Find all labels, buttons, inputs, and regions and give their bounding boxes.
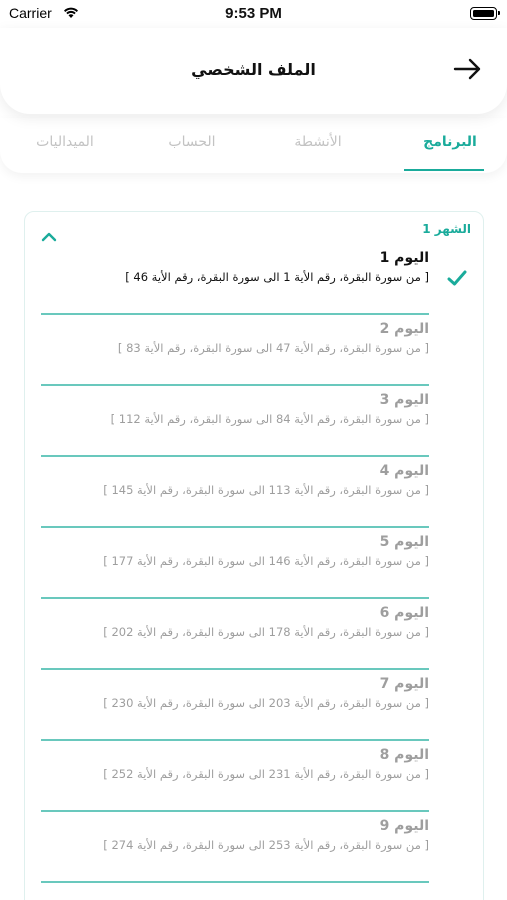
tab-medals[interactable]: الميداليات (36, 134, 94, 150)
day-title: اليوم 9 (379, 818, 429, 834)
day-item[interactable] (41, 670, 429, 741)
day-title: اليوم 8 (379, 747, 429, 763)
page-title: الملف الشخصي (191, 60, 316, 79)
day-item[interactable] (41, 315, 429, 386)
chevron-up-icon[interactable] (41, 231, 57, 243)
day-verse-range: [ من سورة البقرة، رقم الأية 146 الى سورة البقرة، رقم الأية 177 ] (103, 554, 429, 568)
day-verse-range: [ من سورة البقرة، رقم الأية 203 الى سورة البقرة، رقم الأية 230 ] (103, 696, 429, 710)
day-verse-range: [ من سورة البقرة، رقم الأية 84 الى سورة البقرة، رقم الأية 112 ] (110, 412, 429, 426)
day-verse-range: [ من سورة البقرة، رقم الأية 1 الى سورة البقرة، رقم الأية 46 ] (125, 270, 429, 284)
day-item[interactable] (41, 457, 429, 528)
day-title: اليوم 5 (379, 534, 429, 550)
arrow-right-icon[interactable] (451, 56, 485, 82)
clock: 9:53 PM (225, 5, 282, 22)
day-verse-range: [ من سورة البقرة، رقم الأية 178 الى سورة البقرة، رقم الأية 202 ] (103, 625, 429, 639)
check-icon (447, 269, 467, 287)
tab-account[interactable]: الحساب (168, 134, 216, 150)
day-item[interactable] (41, 386, 429, 457)
day-verse-range: [ من سورة البقرة، رقم الأية 231 الى سورة البقرة، رقم الأية 252 ] (103, 767, 429, 781)
day-title: اليوم 2 (379, 321, 429, 337)
day-verse-range: [ من سورة البقرة، رقم الأية 47 الى سورة البقرة، رقم الأية 83 ] (117, 341, 429, 355)
day-item[interactable] (41, 599, 429, 670)
active-tab-indicator (404, 169, 484, 171)
tab-activities[interactable]: الأنشطة (294, 134, 342, 150)
day-title: اليوم 1 (379, 250, 429, 266)
header (0, 28, 507, 114)
day-item[interactable] (41, 741, 429, 812)
day-verse-range: [ من سورة البقرة، رقم الأية 253 الى سورة البقرة، رقم الأية 274 ] (103, 838, 429, 852)
battery-icon (470, 7, 497, 20)
day-title: اليوم 6 (379, 605, 429, 621)
day-item[interactable] (41, 244, 429, 315)
month-label: الشهر 1 (422, 222, 471, 236)
day-verse-range: [ من سورة البقرة، رقم الأية 113 الى سورة البقرة، رقم الأية 145 ] (103, 483, 429, 497)
status-bar (0, 0, 507, 30)
month-card (24, 211, 484, 900)
day-title: اليوم 4 (379, 463, 429, 479)
day-item[interactable] (41, 812, 429, 883)
day-title: اليوم 3 (379, 392, 429, 408)
tab-program[interactable]: البرنامج (423, 134, 477, 150)
carrier-label: Carrier (9, 5, 52, 21)
day-item[interactable] (41, 528, 429, 599)
tab-bar (0, 118, 507, 173)
day-title: اليوم 7 (379, 676, 429, 692)
